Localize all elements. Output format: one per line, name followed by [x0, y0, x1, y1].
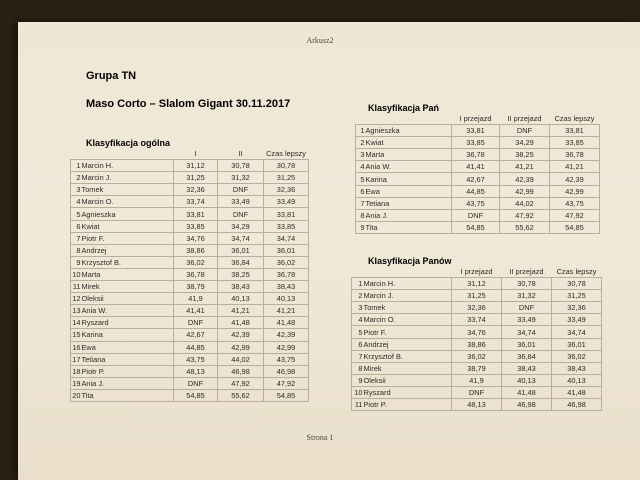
name-cell: Marcin J. [82, 172, 174, 184]
name-cell: Piotr F. [364, 326, 452, 338]
table-row [71, 341, 309, 353]
overall-header-run1: I [194, 149, 197, 159]
table-row [71, 281, 309, 293]
position-cell: 9 [356, 221, 366, 233]
run1-cell: 54,85 [174, 389, 218, 401]
position-cell: 7 [71, 232, 82, 244]
run2-cell: 41,48 [502, 386, 552, 398]
run2-cell: 41,48 [218, 317, 264, 329]
run2-cell: 34,29 [500, 137, 550, 149]
name-cell: Karina [82, 329, 174, 341]
best-time-cell: 36,78 [550, 149, 600, 161]
name-cell: Piotr F. [82, 232, 174, 244]
name-cell: Tomek [364, 302, 452, 314]
name-cell: Kwiat [82, 220, 174, 232]
name-cell: Tetiana [82, 353, 174, 365]
table-row [71, 160, 309, 172]
run1-cell: 36,78 [452, 149, 500, 161]
run2-cell: 40,13 [502, 374, 552, 386]
name-cell: Tita [82, 389, 174, 401]
run1-cell: 48,13 [174, 365, 218, 377]
table-row [352, 290, 602, 302]
women-header-run2: II przejazd [507, 114, 542, 124]
name-cell: Marta [366, 149, 452, 161]
table-row [71, 256, 309, 268]
position-cell: 7 [352, 350, 364, 362]
best-time-cell: 38,43 [264, 281, 309, 293]
name-cell: Ania J. [82, 377, 174, 389]
run1-cell: 36,02 [174, 256, 218, 268]
name-cell: Marcin O. [82, 196, 174, 208]
run1-cell: 41,41 [452, 161, 500, 173]
table-row [352, 374, 602, 386]
run2-cell: 42,99 [218, 341, 264, 353]
name-cell: Oleksii [364, 374, 452, 386]
run1-cell: 32,36 [174, 184, 218, 196]
name-cell: Marcin H. [364, 278, 452, 290]
position-cell: 1 [356, 125, 366, 137]
position-cell: 4 [356, 161, 366, 173]
table-row [356, 221, 600, 233]
run2-cell: 36,01 [218, 244, 264, 256]
table-row [352, 326, 602, 338]
run1-cell: 43,75 [174, 353, 218, 365]
run2-cell: 42,39 [218, 329, 264, 341]
table-row [356, 161, 600, 173]
best-time-cell: 33,49 [264, 196, 309, 208]
position-cell: 10 [352, 386, 364, 398]
name-cell: Ania W. [82, 305, 174, 317]
run1-cell: 42,67 [452, 173, 500, 185]
best-time-cell: 32,36 [552, 302, 602, 314]
name-cell: Marcin H. [82, 160, 174, 172]
position-cell: 6 [352, 338, 364, 350]
best-time-cell: 40,13 [264, 293, 309, 305]
table-row [356, 149, 600, 161]
position-cell: 3 [352, 302, 364, 314]
name-cell: Andrzej [364, 338, 452, 350]
run2-cell: 30,78 [218, 160, 264, 172]
name-cell: Ewa [366, 185, 452, 197]
run2-cell: 36,01 [502, 338, 552, 350]
name-cell: Piotr P. [364, 399, 452, 411]
run2-cell: DNF [500, 125, 550, 137]
name-cell: Ewa [82, 341, 174, 353]
run2-cell: 42,99 [500, 185, 550, 197]
run1-cell: 31,25 [174, 172, 218, 184]
run2-cell: 38,43 [502, 362, 552, 374]
best-time-cell: 46,98 [552, 399, 602, 411]
run1-cell: 33,81 [174, 208, 218, 220]
name-cell: Agnieszka [82, 208, 174, 220]
men-title: Klasyfikacja Panów [368, 256, 452, 266]
table-row [352, 386, 602, 398]
name-cell: Mirek [364, 362, 452, 374]
run1-cell: 33,74 [452, 314, 502, 326]
run1-cell: 38,86 [174, 244, 218, 256]
position-cell: 11 [352, 399, 364, 411]
best-time-cell: 32,36 [264, 184, 309, 196]
run1-cell: 38,86 [452, 338, 502, 350]
run2-cell: 31,32 [218, 172, 264, 184]
best-time-cell: 47,92 [550, 209, 600, 221]
run1-cell: 42,67 [174, 329, 218, 341]
position-cell: 15 [72, 330, 81, 340]
table-row [71, 389, 309, 401]
run2-cell: 44,02 [218, 353, 264, 365]
run2-cell: 34,74 [218, 232, 264, 244]
best-time-cell: 38,43 [552, 362, 602, 374]
table-row [356, 185, 600, 197]
run1-cell: 54,85 [452, 221, 500, 233]
run2-cell: 40,13 [218, 293, 264, 305]
run1-cell: 41,41 [174, 305, 218, 317]
sheet-name: Arkusz2 [306, 36, 334, 45]
run1-cell: 31,25 [452, 290, 502, 302]
best-time-cell: 41,48 [264, 317, 309, 329]
table-row [356, 137, 600, 149]
men-table [351, 266, 602, 411]
position-cell: 16 [72, 342, 81, 352]
table-row [352, 338, 602, 350]
table-row [71, 244, 309, 256]
best-time-cell: 54,85 [550, 221, 600, 233]
run2-cell: DNF [502, 302, 552, 314]
table-row [356, 209, 600, 221]
run2-cell: 33,49 [502, 314, 552, 326]
table-row [352, 350, 602, 362]
run1-cell: DNF [174, 377, 218, 389]
table-row [71, 377, 309, 389]
run1-cell: 43,75 [452, 197, 500, 209]
men-header-run2: II przejazd [509, 267, 544, 277]
table-row [71, 353, 309, 365]
position-cell: 6 [71, 220, 82, 232]
table-row [71, 317, 309, 329]
best-time-cell: 41,48 [552, 386, 602, 398]
run1-cell: 31,12 [174, 160, 218, 172]
position-cell: 6 [356, 185, 366, 197]
best-time-cell: 42,99 [550, 185, 600, 197]
best-time-cell: 33,49 [552, 314, 602, 326]
position-cell: 8 [356, 209, 366, 221]
name-cell: Ryszard [364, 386, 452, 398]
run2-cell: 34,29 [218, 220, 264, 232]
name-cell: Tetiana [366, 197, 452, 209]
name-cell: Oleksii [82, 293, 174, 305]
table-row [71, 184, 309, 196]
table-row [356, 125, 600, 137]
overall-header-best: Czas lepszy [266, 149, 306, 159]
best-time-cell: 43,75 [264, 353, 309, 365]
position-cell: 13 [72, 306, 81, 316]
position-cell: 14 [72, 318, 81, 328]
best-time-cell: 33,81 [264, 208, 309, 220]
position-cell: 2 [352, 290, 364, 302]
best-time-cell: 42,99 [264, 341, 309, 353]
table-row [352, 302, 602, 314]
position-cell: 2 [71, 172, 82, 184]
run1-cell: 34,76 [174, 232, 218, 244]
table-row [352, 399, 602, 411]
position-cell: 8 [352, 362, 364, 374]
run2-cell: 36,84 [218, 256, 264, 268]
best-time-cell: 36,01 [264, 244, 309, 256]
position-cell: 5 [352, 326, 364, 338]
run2-cell: 41,21 [500, 161, 550, 173]
position-cell: 9 [71, 256, 82, 268]
run2-cell: 30,78 [502, 278, 552, 290]
table-row [356, 173, 600, 185]
run1-cell: DNF [452, 386, 502, 398]
name-cell: Andrzej [82, 244, 174, 256]
run2-cell: 38,25 [500, 149, 550, 161]
position-cell: 9 [352, 374, 364, 386]
best-time-cell: 41,21 [550, 161, 600, 173]
best-time-cell: 40,13 [552, 374, 602, 386]
run2-cell: 47,92 [500, 209, 550, 221]
run1-cell: 33,74 [174, 196, 218, 208]
name-cell: Agnieszka [366, 125, 452, 137]
position-cell: 1 [352, 278, 364, 290]
run1-cell: 36,02 [452, 350, 502, 362]
name-cell: Piotr P. [82, 365, 174, 377]
table-row [71, 293, 309, 305]
name-cell: Marcin O. [364, 314, 452, 326]
table-row [352, 278, 602, 290]
run1-cell: DNF [174, 317, 218, 329]
name-cell: Tomek [82, 184, 174, 196]
run1-cell: 38,79 [174, 281, 218, 293]
position-cell: 5 [356, 173, 366, 185]
run1-cell: 48,13 [452, 399, 502, 411]
table-row [356, 197, 600, 209]
run2-cell: DNF [218, 184, 264, 196]
best-time-cell: 43,75 [550, 197, 600, 209]
run2-cell: DNF [218, 208, 264, 220]
name-cell: Ania J. [366, 209, 452, 221]
table-row [71, 268, 309, 280]
position-cell: 12 [72, 294, 81, 304]
best-time-cell: 41,21 [264, 305, 309, 317]
position-cell: 3 [356, 149, 366, 161]
position-cell: 1 [71, 160, 82, 172]
best-time-cell: 36,78 [264, 268, 309, 280]
run1-cell: 33,81 [452, 125, 500, 137]
run2-cell: 55,62 [218, 389, 264, 401]
run2-cell: 47,92 [218, 377, 264, 389]
run2-cell: 31,32 [502, 290, 552, 302]
run2-cell: 33,49 [218, 196, 264, 208]
table-row [352, 314, 602, 326]
run2-cell: 36,84 [502, 350, 552, 362]
table-row [71, 172, 309, 184]
best-time-cell: 33,85 [550, 137, 600, 149]
position-cell: 4 [352, 314, 364, 326]
best-time-cell: 47,92 [264, 377, 309, 389]
run1-cell: 36,78 [174, 268, 218, 280]
run1-cell: 32,36 [452, 302, 502, 314]
table-row [71, 232, 309, 244]
run1-cell: 31,12 [452, 278, 502, 290]
event-title: Maso Corto – Slalom Gigant 30.11.2017 [86, 98, 291, 110]
position-cell: 5 [71, 208, 82, 220]
position-cell: 19 [72, 378, 81, 388]
run2-cell: 38,43 [218, 281, 264, 293]
name-cell: Mirek [82, 281, 174, 293]
run1-cell: 41,9 [174, 293, 218, 305]
run2-cell: 34,74 [502, 326, 552, 338]
table-row [71, 305, 309, 317]
name-cell: Ania W. [366, 161, 452, 173]
name-cell: Tita [366, 221, 452, 233]
best-time-cell: 42,39 [264, 329, 309, 341]
best-time-cell: 36,02 [264, 256, 309, 268]
table-row [71, 208, 309, 220]
run1-cell: 41,9 [452, 374, 502, 386]
best-time-cell: 31,25 [552, 290, 602, 302]
best-time-cell: 34,74 [264, 232, 309, 244]
best-time-cell: 33,85 [264, 220, 309, 232]
run2-cell: 42,39 [500, 173, 550, 185]
women-title: Klasyfikacja Pań [368, 103, 440, 113]
overall-header-run2: II [238, 149, 243, 159]
best-time-cell: 31,25 [264, 172, 309, 184]
group-title: Grupa TN [86, 70, 137, 82]
table-row [71, 329, 309, 341]
best-time-cell: 33,81 [550, 125, 600, 137]
table-row [71, 220, 309, 232]
run2-cell: 44,02 [500, 197, 550, 209]
men-header-best: Czas lepszy [556, 267, 597, 277]
run1-cell: 34,76 [452, 326, 502, 338]
best-time-cell: 46,98 [264, 365, 309, 377]
women-header-best: Czas lepszy [554, 114, 595, 124]
run2-cell: 41,21 [218, 305, 264, 317]
overall-table [70, 148, 309, 402]
run1-cell: 38,79 [452, 362, 502, 374]
table-row [71, 196, 309, 208]
run1-cell: 44,85 [174, 341, 218, 353]
best-time-cell: 30,78 [552, 278, 602, 290]
table-row [352, 362, 602, 374]
name-cell: Krzysztof B. [364, 350, 452, 362]
position-cell: 7 [356, 197, 366, 209]
name-cell: Kwiat [366, 137, 452, 149]
position-cell: 11 [71, 281, 82, 293]
best-time-cell: 36,01 [552, 338, 602, 350]
position-cell: 2 [356, 137, 366, 149]
position-cell: 17 [72, 354, 81, 364]
run2-cell: 38,25 [218, 268, 264, 280]
page-footer: Strona 1 [306, 433, 334, 442]
women-table [355, 113, 600, 234]
name-cell: Ryszard [82, 317, 174, 329]
position-cell: 8 [71, 244, 82, 256]
position-cell: 4 [71, 196, 82, 208]
table-row [71, 365, 309, 377]
name-cell: Marta [82, 268, 174, 280]
women-header-run1: I przejazd [459, 114, 492, 124]
run2-cell: 55,62 [500, 221, 550, 233]
run2-cell: 46,98 [218, 365, 264, 377]
name-cell: Karina [366, 173, 452, 185]
run1-cell: 33,85 [174, 220, 218, 232]
best-time-cell: 54,85 [264, 389, 309, 401]
name-cell: Marcin J. [364, 290, 452, 302]
run1-cell: DNF [452, 209, 500, 221]
best-time-cell: 36,02 [552, 350, 602, 362]
run2-cell: 46,98 [502, 399, 552, 411]
best-time-cell: 30,78 [264, 160, 309, 172]
best-time-cell: 42,39 [550, 173, 600, 185]
name-cell: Krzysztof B. [82, 256, 174, 268]
position-cell: 3 [71, 184, 82, 196]
position-cell: 18 [72, 366, 81, 376]
best-time-cell: 34,74 [552, 326, 602, 338]
men-header-run1: I przejazd [460, 267, 493, 277]
position-cell: 10 [72, 269, 81, 279]
run1-cell: 44,85 [452, 185, 500, 197]
position-cell: 20 [72, 390, 81, 400]
overall-title: Klasyfikacja ogólna [86, 138, 171, 148]
run1-cell: 33,85 [452, 137, 500, 149]
